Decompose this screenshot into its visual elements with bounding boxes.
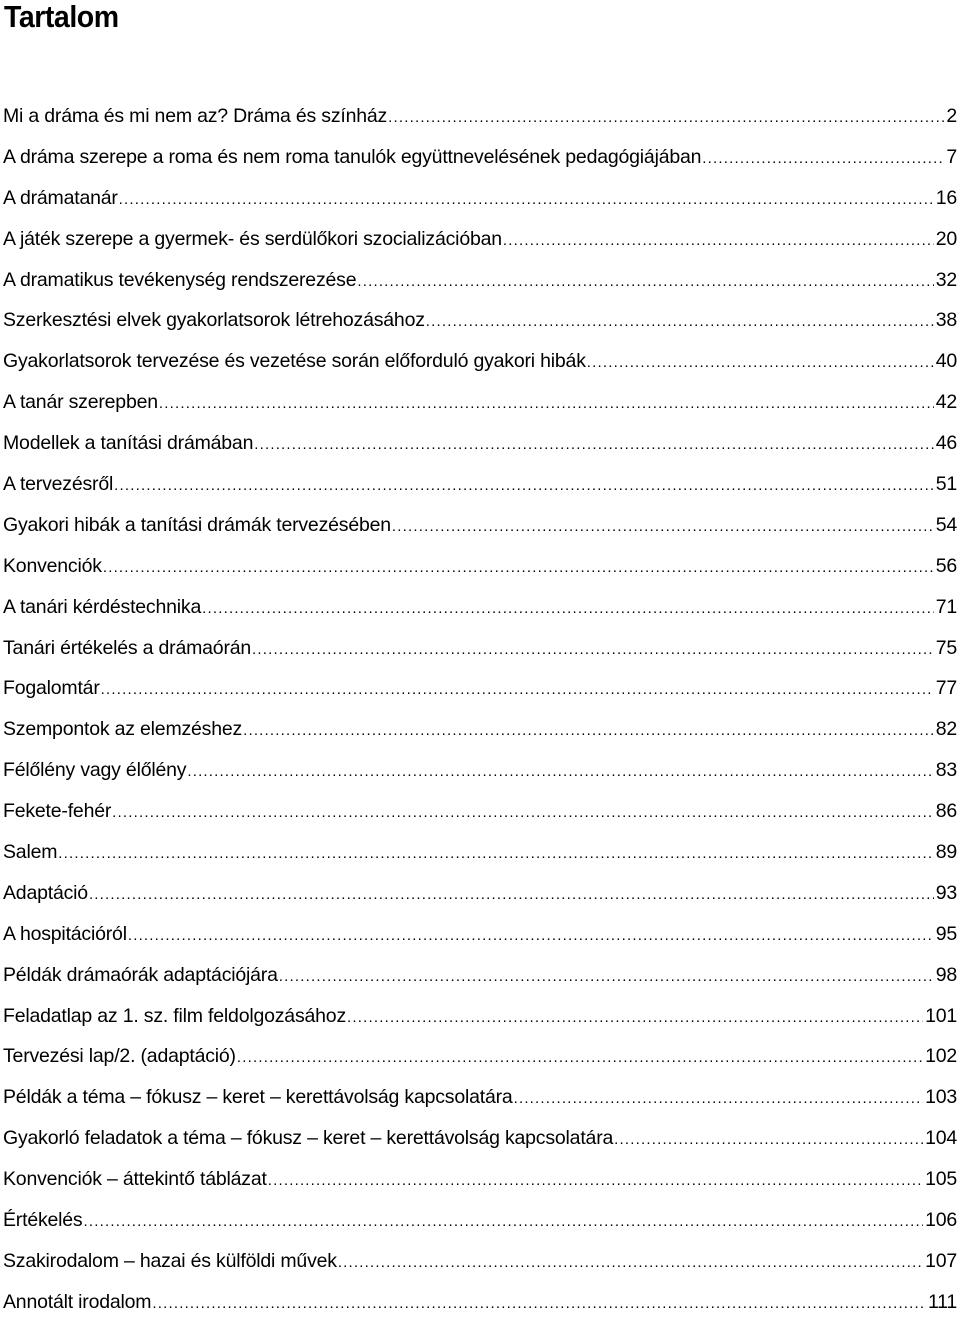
toc-entry-title: A dramatikus tevékenység rendszerezése (3, 268, 357, 291)
toc-dot-leader (128, 916, 934, 955)
toc-entry[interactable] (3, 587, 957, 628)
toc-entry[interactable] (3, 423, 957, 464)
toc-dot-leader (392, 507, 934, 546)
toc-page-number: 20 (935, 227, 957, 250)
toc-dot-leader (338, 1243, 923, 1282)
toc-entry[interactable] (3, 750, 957, 791)
toc-entry-title: Gyakorlatsorok tervezése és vezetése során előforduló gyakori hibák (3, 350, 586, 373)
toc-page-number: 82 (935, 718, 957, 741)
toc-entry-title: Gyakori hibák a tanítási drámák tervezésében (3, 513, 391, 536)
toc-entry-title: A tanár szerepben (3, 391, 158, 414)
toc-entry[interactable] (3, 709, 957, 750)
toc-entry[interactable] (3, 791, 957, 832)
toc-page-number: 107 (925, 1249, 957, 1272)
toc-page-number: 95 (935, 922, 957, 945)
toc-dot-leader (58, 834, 933, 873)
toc-entry[interactable] (3, 300, 957, 341)
toc-entry-title: Gyakorló feladatok a téma – fókusz – keret – kerettávolság kapcsolatára (3, 1127, 614, 1150)
toc-dot-leader (268, 1161, 923, 1200)
toc-page-number: 101 (925, 1004, 957, 1027)
toc-dot-leader (702, 139, 944, 178)
toc-page-number: 106 (925, 1209, 957, 1232)
toc-entry-title: A drámatanár (3, 186, 118, 209)
toc-dot-leader (279, 957, 934, 996)
toc-dot-leader (503, 221, 934, 260)
toc-entry-title: A dráma szerepe a roma és nem roma tanulók együttnevelésének pedagógiájában (3, 145, 702, 168)
toc-entry[interactable] (3, 1200, 957, 1241)
toc-entry[interactable] (3, 137, 957, 178)
toc-entry[interactable] (3, 341, 957, 382)
toc-entry[interactable] (3, 260, 957, 301)
toc-page-number: 32 (935, 268, 957, 291)
toc-page-number: 56 (935, 554, 957, 577)
toc-entry[interactable] (3, 832, 957, 873)
toc-dot-leader (187, 752, 933, 791)
toc-dot-leader (237, 1038, 923, 1077)
toc-dot-leader (112, 793, 934, 832)
toc-dot-leader (587, 343, 934, 382)
toc-entry[interactable] (3, 178, 957, 219)
toc-page-number: 54 (935, 513, 957, 536)
toc-entry-title: Fekete-fehér (3, 800, 112, 823)
toc-entry-title: Fogalomtár (3, 677, 100, 700)
toc-dot-leader (426, 302, 934, 341)
toc-page-number: 7 (946, 145, 957, 168)
toc-page-number: 46 (935, 432, 957, 455)
toc-entry[interactable] (3, 628, 957, 669)
toc-dot-leader (89, 875, 934, 914)
toc-dot-leader (159, 384, 934, 423)
toc-entry[interactable] (3, 546, 957, 587)
toc-page-number: 16 (935, 186, 957, 209)
toc-entry-title: Konvenciók (3, 554, 102, 577)
toc-dot-leader (614, 1120, 923, 1159)
toc-entry[interactable] (3, 219, 957, 260)
toc-entry-title: Példák drámaórák adaptációjára (3, 963, 278, 986)
toc-entry[interactable] (3, 1077, 957, 1118)
toc-entry[interactable] (3, 382, 957, 423)
toc-page-number: 111 (927, 1290, 957, 1313)
toc-entry-title: Szempontok az elemzéshez (3, 718, 243, 741)
toc-entry-title: Példák a téma – fókusz – keret – kerettávolság kapcsolatára (3, 1086, 513, 1109)
toc-dot-leader (254, 425, 933, 464)
toc-entry-title: Feladatlap az 1. sz. film feldolgozásához (3, 1004, 346, 1027)
toc-page-number: 83 (935, 759, 957, 782)
toc-dot-leader (243, 711, 934, 750)
toc-dot-leader (119, 180, 934, 219)
toc-entry-title: A tanári kérdéstechnika (3, 595, 202, 618)
page-title: Tartalom (4, 0, 119, 34)
toc-entry[interactable] (3, 1159, 957, 1200)
toc-dot-leader (84, 1202, 924, 1241)
toc-page-number: 93 (935, 881, 957, 904)
toc-page-number: 77 (935, 677, 957, 700)
toc-entry-title: A játék szerepe a gyermek- és serdülőkori szocializációban (3, 227, 502, 250)
toc-entry[interactable] (3, 1241, 957, 1282)
toc-dot-leader (103, 548, 934, 587)
toc-dot-leader (202, 589, 934, 628)
toc-entry[interactable] (3, 1118, 957, 1159)
toc-page-number: 75 (935, 636, 957, 659)
toc-entry[interactable] (3, 464, 957, 505)
toc-page-number: 98 (935, 963, 957, 986)
toc-page-number: 71 (935, 595, 957, 618)
toc-page-number: 51 (935, 473, 957, 496)
toc-dot-leader (347, 998, 923, 1037)
toc-entry[interactable] (3, 505, 957, 546)
toc-entry[interactable] (3, 873, 957, 914)
toc-entry[interactable] (3, 955, 957, 996)
toc-page-number: 104 (925, 1127, 957, 1150)
toc-page-number: 102 (925, 1045, 957, 1068)
toc-dot-leader (357, 262, 933, 301)
toc-entry-title: Tervezési lap/2. (adaptáció) (3, 1045, 236, 1068)
toc-entry[interactable] (3, 1036, 957, 1077)
toc-entry-title: Tanári értékelés a drámaórán (3, 636, 252, 659)
toc-entry-title: Értékelés (3, 1209, 83, 1232)
toc-page-number: 40 (935, 350, 957, 373)
toc-entry[interactable] (3, 914, 957, 955)
toc-entry-title: A tervezésről (3, 473, 114, 496)
toc-page-number: 103 (925, 1086, 957, 1109)
toc-entry-title: Annotált irodalom (3, 1290, 152, 1313)
toc-entry-title: Modellek a tanítási drámában (3, 432, 254, 455)
toc-dot-leader (101, 670, 934, 709)
toc-page-number: 38 (935, 309, 957, 332)
toc-page-number: 105 (925, 1168, 957, 1191)
toc-entry-title: Mi a dráma és mi nem az? Dráma és színház (3, 105, 388, 127)
toc-entry[interactable] (3, 668, 957, 709)
toc-entry-title: Salem (3, 841, 58, 864)
toc-entry[interactable] (3, 1282, 957, 1323)
toc-page-number: 2 (946, 105, 957, 127)
toc-entry-title: Adaptáció (3, 881, 88, 904)
table-of-contents (3, 96, 957, 1323)
toc-entry-title: Szerkesztési elvek gyakorlatsorok létrehozásához (3, 309, 425, 332)
toc-entry-title: A hospitációról (3, 922, 127, 945)
toc-dot-leader (114, 466, 934, 505)
toc-entry-title: Konvenciók – áttekintő táblázat (3, 1168, 267, 1191)
toc-dot-leader (514, 1079, 923, 1118)
toc-page-number: 89 (935, 841, 957, 864)
toc-page-number: 42 (935, 391, 957, 414)
toc-page-number: 86 (935, 800, 957, 823)
toc-entry[interactable] (3, 96, 957, 137)
toc-dot-leader (252, 630, 934, 669)
toc-entry-title: Félőlény vagy élőlény (3, 759, 187, 782)
toc-entry-title: Szakirodalom – hazai és külföldi művek (3, 1249, 337, 1272)
toc-dot-leader (388, 98, 944, 137)
toc-entry[interactable] (3, 996, 957, 1037)
toc-dot-leader (152, 1284, 926, 1323)
